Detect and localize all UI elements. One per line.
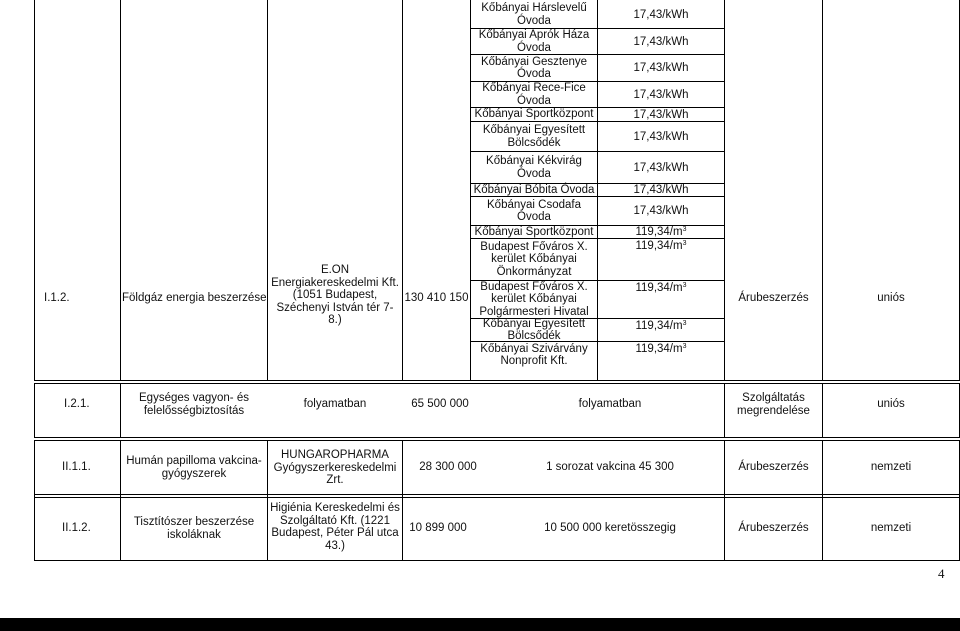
supplier-line: 43.) [325, 539, 345, 552]
amount: 10 899 000 [409, 522, 467, 534]
price [598, 82, 724, 107]
price [598, 184, 724, 196]
price-unit-exponent: 3 [682, 319, 687, 327]
price [598, 197, 724, 225]
institution-line: Kőbányai Sportközpont [474, 108, 594, 121]
institution-line: Bölcsődék [507, 330, 561, 342]
subject-line: Tisztítószer beszerzése [133, 516, 255, 528]
supplier-line: E.ON [320, 264, 350, 276]
procurement-scope: uniós [877, 398, 905, 410]
supplier-line: Széchenyi István tér 7- [276, 301, 394, 314]
table-border-left [34, 0, 35, 380]
institution-line: Polgármesteri Hivatal [479, 305, 589, 318]
amount: 28 300 000 [419, 461, 477, 473]
price-value: 17,43/kWh [633, 35, 689, 48]
institution-line: Kőbányai Szivárvány [480, 342, 588, 355]
supplier-line: Zrt. [326, 474, 344, 486]
subject-line: Egységes vagyon- és [139, 392, 249, 404]
institution-line: Óvoda [517, 211, 551, 223]
institution-name [471, 152, 597, 183]
price-value: 17,43/kWh [633, 62, 689, 74]
institution-line: Kőbányai Gesztenye [480, 55, 588, 68]
row-id: I.2.1. [64, 398, 90, 410]
supplier-line: Gyógyszerkereskedelmi [273, 461, 397, 474]
institution-line: Budapest Főváros X. [480, 240, 588, 253]
price-unit-exponent: 3 [682, 225, 687, 233]
price-value: 17,43/kWh [633, 108, 689, 121]
type-line: Szolgáltatás [742, 392, 805, 404]
supplier-line: Szolgáltató Kft. (1221 [280, 514, 390, 527]
institution-name [471, 281, 597, 318]
institution-name [471, 1, 597, 28]
col-divider [724, 440, 725, 560]
supplier-line: (1051 Budapest, [292, 289, 378, 301]
supplier-line: 8.) [328, 314, 342, 326]
price [598, 1, 724, 28]
price-value: 119,34/m [635, 226, 683, 238]
institution-name [471, 319, 597, 341]
procurement-type: Árubeszerzés [738, 522, 809, 534]
institution-name [471, 342, 597, 368]
amount: 65 500 000 [411, 398, 469, 410]
institution-name [471, 82, 597, 107]
institution-line: Kőbányai Hárslevelű [481, 2, 587, 14]
price-value: 17,43/kWh [633, 205, 689, 217]
institution-name [471, 226, 597, 238]
type-line: megrendelése [737, 404, 810, 417]
row-id: I.1.2. [44, 292, 70, 304]
subject [121, 392, 267, 417]
institution-name [471, 239, 597, 280]
supplier-line: Higiénia Kereskedelmi és [270, 502, 400, 514]
procurement-scope: nemzeti [870, 461, 912, 473]
institution-name [471, 29, 597, 54]
price-unit-exponent: 3 [682, 239, 687, 247]
block-divider [34, 437, 960, 438]
institution-name [471, 55, 597, 81]
block-divider [34, 494, 960, 495]
price [598, 342, 724, 356]
price-value: 17,43/kWh [633, 130, 689, 143]
institution-name [471, 184, 597, 196]
subject-line: felelősségbiztosítás [143, 404, 245, 417]
block-divider [34, 440, 960, 441]
institution-line: Kőbányai Kékvirág [486, 155, 582, 167]
institution-line: Kőbányai Sportközpont [474, 225, 594, 238]
col-divider [120, 0, 121, 380]
col-divider [402, 0, 403, 380]
price [598, 29, 724, 54]
col-divider [402, 440, 403, 560]
page-number: 4 [938, 566, 945, 581]
subject-line: gyógyszerek [161, 467, 227, 480]
price-value: 119,34/m [635, 240, 683, 252]
price-value: 17,43/kWh [633, 161, 689, 174]
subject-line: iskoláknak [167, 528, 221, 541]
block-divider [34, 383, 960, 384]
institution-name [471, 122, 597, 151]
price-value: 17,43/kWh [633, 8, 689, 21]
price-value: 119,34/m [635, 320, 683, 332]
supplier: folyamatban [303, 398, 367, 410]
detail: 10 500 000 keretösszegig [544, 522, 676, 534]
supplier [268, 449, 402, 487]
price [598, 226, 724, 238]
table-border-left [34, 440, 35, 560]
subject [121, 516, 267, 541]
institution-name [471, 108, 597, 121]
procurement-type: Árubeszerzés [738, 292, 809, 304]
procurement-scope: nemzeti [870, 522, 912, 534]
institution-line: Óvoda [517, 94, 551, 107]
institution-line: Budapest Főváros X. [480, 280, 588, 293]
price [598, 239, 724, 253]
price [598, 319, 724, 333]
bottom-edge-bar [0, 618, 960, 631]
institution-line: kerület Kőbányai [491, 253, 577, 266]
col-divider [822, 0, 823, 380]
price [598, 55, 724, 81]
institution-line: Kőbányai Egyesített [482, 124, 586, 136]
subject [121, 455, 267, 480]
block-divider [34, 380, 960, 381]
subject: Földgáz energia beszerzése [122, 292, 267, 304]
price [598, 108, 724, 121]
institution-line: kerület Kőbányai [491, 293, 577, 306]
supplier-line: Budapest, Péter Pál utca [271, 527, 399, 539]
amount: 130 410 150 [404, 292, 469, 304]
price-value: 17,43/kWh [633, 88, 689, 101]
institution-line: Kőbányai Bóbita Óvoda [473, 183, 595, 196]
row-id: II.1.2. [62, 522, 91, 534]
col-divider [724, 0, 725, 380]
detail: 1 sorozat vakcina 45 300 [546, 461, 674, 473]
supplier [268, 264, 402, 327]
institution-line: Kőbányai Egyesített [482, 317, 586, 330]
table-border-left [34, 383, 35, 438]
price-unit-exponent: 3 [682, 342, 687, 350]
procurement-scope: uniós [877, 292, 905, 304]
price-value: 17,43/kWh [633, 184, 689, 196]
block-divider [34, 497, 960, 498]
col-divider [822, 440, 823, 560]
row-id: II.1.1. [62, 461, 91, 473]
procurement-type: Árubeszerzés [738, 461, 809, 473]
procurement-type [725, 392, 822, 417]
institution-line: Óvoda [517, 41, 551, 54]
price-value: 119,34/m [635, 343, 683, 355]
supplier [268, 502, 402, 552]
supplier-line: HUNGAROPHARMA [281, 449, 389, 461]
price [598, 122, 724, 151]
institution-line: Kőbányai Rece-Fice [482, 82, 586, 94]
price-unit-exponent: 3 [682, 281, 687, 289]
institution-line: Óvoda [517, 68, 551, 80]
supplier-line: Energiakereskedelmi Kft. [271, 276, 399, 289]
institution-line: Nonprofit Kft. [500, 355, 568, 367]
institution-line: Kőbányai Aprók Háza [478, 29, 590, 41]
price-value: 119,34/m [635, 282, 683, 294]
institution-line: Óvoda [517, 167, 551, 180]
institution-line: Bölcsődék [507, 136, 561, 149]
col-divider [822, 383, 823, 438]
institution-line: Kőbányai Csodafa [487, 198, 581, 211]
institution-line: Önkormányzat [496, 265, 572, 278]
price [598, 152, 724, 183]
subject-line: Humán papilloma vakcina- [126, 455, 262, 467]
institution-name [471, 197, 597, 225]
block-divider [34, 560, 960, 561]
price [598, 281, 724, 295]
institution-line: Óvoda [517, 14, 551, 27]
detail: folyamatban [578, 398, 642, 410]
